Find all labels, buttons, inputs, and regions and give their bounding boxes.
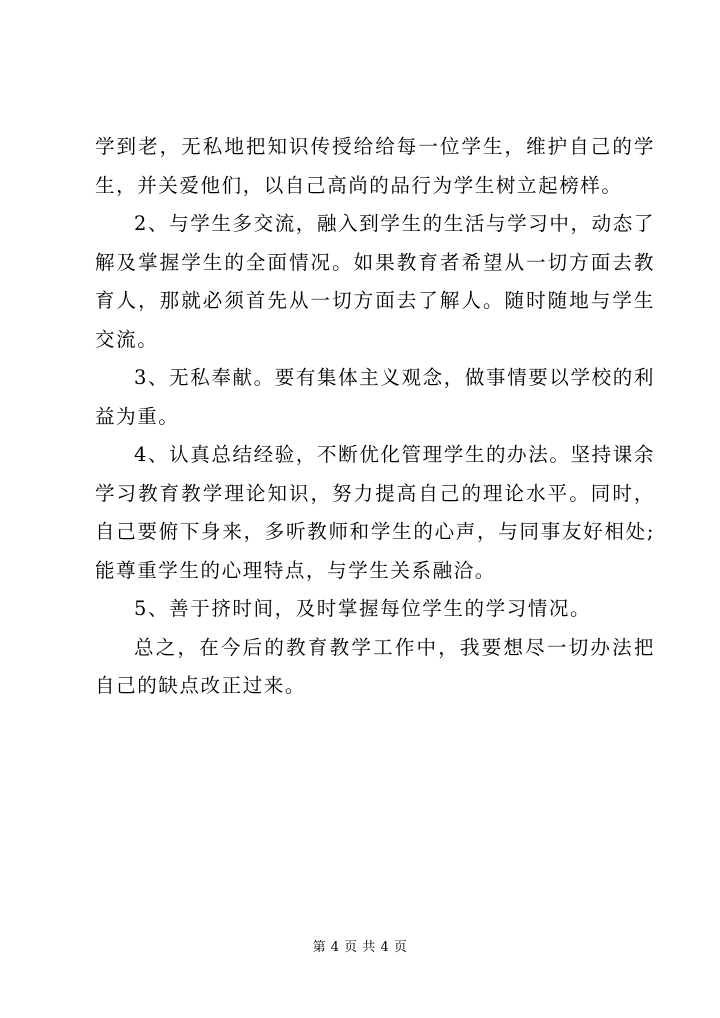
paragraph-continuation: 学到老，无私地把知识传授给给每一位学生，维护自己的学生，并关爱他们，以自己高尚的品行为学生树立起榜样。 xyxy=(95,135,655,197)
paragraph-item-4: 4、认真总结经验，不断优化管理学生的办法。坚持课余学习教育教学理论知识，努力提高自己的理论水平。同时，自己要俯下身来，多听教师和学生的心声，与同事友好相处;能尊重学生的心理特点，与学生关系融洽。 xyxy=(95,443,655,582)
page-number-footer: 第 4 页 共 4 页 xyxy=(312,940,408,955)
paragraph-item-2: 2、与学生多交流，融入到学生的生活与学习中，动态了解及掌握学生的全面情况。如果教育者希望从一切方面去教育人，那就必须首先从一切方面去了解人。随时随地与学生交流。 xyxy=(95,212,655,351)
paragraph-item-3: 3、无私奉献。要有集体主义观念，做事情要以学校的利益为重。 xyxy=(95,366,655,428)
document-body xyxy=(95,128,655,706)
paragraph-item-5: 5、善于挤时间，及时掌握每位学生的学习情况。 xyxy=(134,597,592,620)
paragraph-conclusion: 总之，在今后的教育教学工作中，我要想尽一切办法把自己的缺点改正过来。 xyxy=(95,635,655,697)
